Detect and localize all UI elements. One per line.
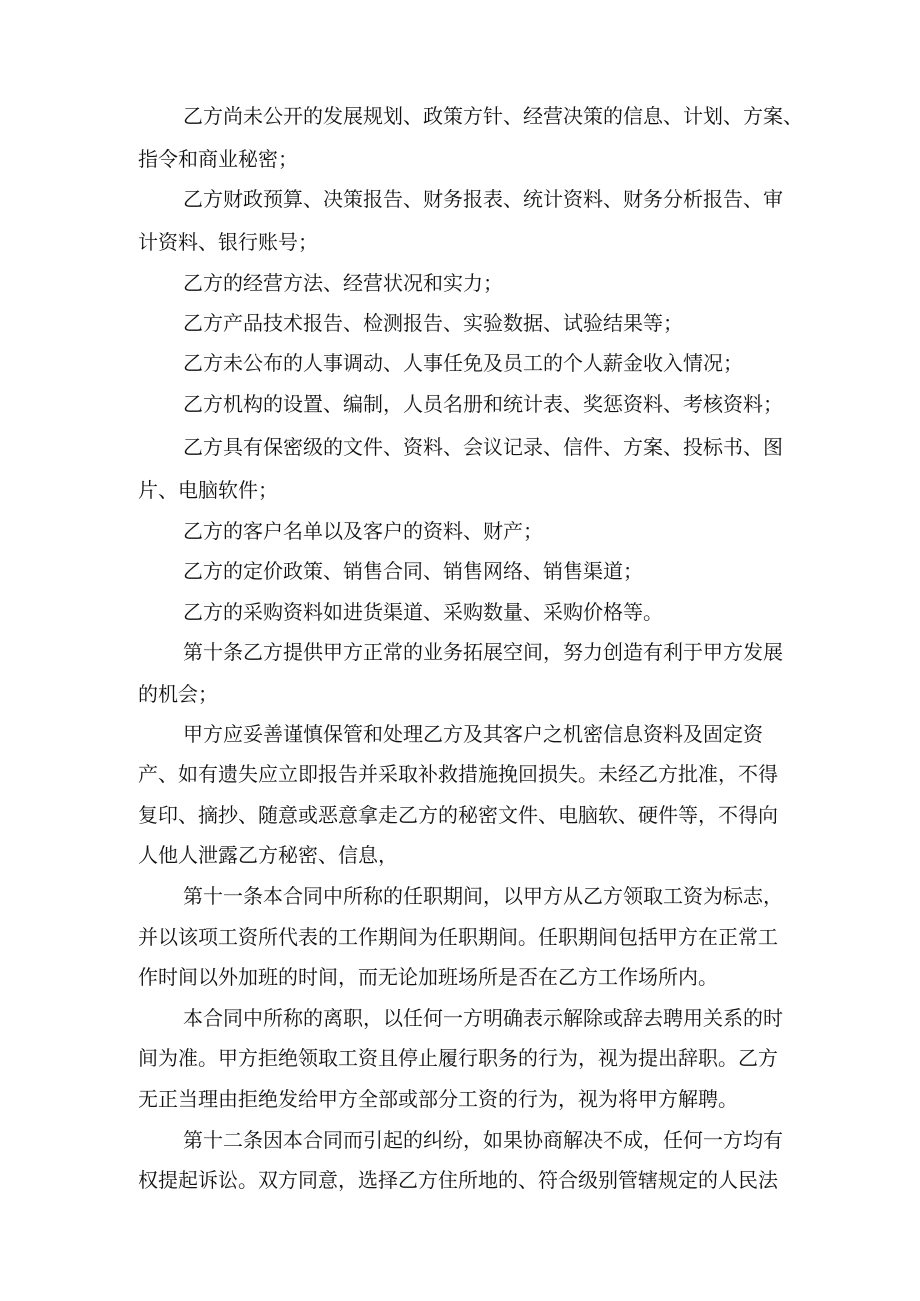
text-line: 的机会； [138, 682, 218, 706]
text-line: 无正当理由拒绝发给甲方全部或部分工资的行为，视为将甲方解聘。 [138, 1087, 738, 1111]
text-line: 人他人泄露乙方秘密、信息， [138, 843, 398, 867]
text-line: 间为准。甲方拒绝领取工资且停止履行职务的行为，视为提出辞职。乙方 [138, 1046, 778, 1070]
text-line: 计资料、银行账号； [138, 230, 318, 254]
text-line: 并以该项工资所代表的工作期间为任职期间。任职期间包括甲方在正常工 [138, 925, 778, 949]
text-line: 第十二条因本合同而引起的纠纷，如果协商解决不成，任何一方均有 [183, 1128, 783, 1152]
text-line: 第十一条本合同中所称的任职期间，以甲方从乙方领取工资为标志， [183, 884, 783, 908]
text-line: 产、如有遗失应立即报告并采取补救措施挽回损失。未经乙方批准，不得 [138, 762, 778, 786]
text-line: 乙方具有保密级的文件、资料、会议记录、信件、方案、投标书、图 [183, 435, 783, 459]
text-line: 乙方的采购资料如进货渠道、采购数量、采购价格等。 [183, 600, 663, 624]
text-line: 作时间以外加班的时间，而无论加班场所是否在乙方工作场所内。 [138, 965, 718, 989]
text-line: 本合同中所称的离职，以任何一方明确表示解除或辞去聘用关系的时 [183, 1006, 783, 1030]
text-line: 乙方机构的设置、编制，人员名册和统计表、奖惩资料、考核资料； [183, 392, 783, 416]
text-line: 第十条乙方提供甲方正常的业务拓展空间，努力创造有利于甲方发展 [183, 640, 783, 664]
text-line: 指令和商业秘密； [138, 147, 298, 171]
text-line: 乙方的经营方法、经营状况和实力； [183, 271, 503, 295]
text-line: 乙方未公布的人事调动、人事任免及员工的个人薪金收入情况； [183, 351, 743, 375]
text-line: 乙方尚未公开的发展规划、政策方针、经营决策的信息、计划、方案、 [183, 104, 803, 128]
text-line: 乙方产品技术报告、检测报告、实验数据、试验结果等； [183, 311, 683, 335]
text-line: 乙方的定价政策、销售合同、销售网络、销售渠道； [183, 559, 643, 583]
text-line: 权提起诉讼。双方同意，选择乙方住所地的、符合级别管辖规定的人民法 [138, 1168, 778, 1192]
text-line: 乙方财政预算、决策报告、财务报表、统计资料、财务分析报告、审 [183, 187, 783, 211]
text-line: 甲方应妥善谨慎保管和处理乙方及其客户之机密信息资料及固定资 [183, 722, 763, 746]
text-line: 片、电脑软件； [138, 478, 278, 502]
text-line: 乙方的客户名单以及客户的资料、财产； [183, 519, 543, 543]
text-line: 复印、摘抄、随意或恶意拿走乙方的秘密文件、电脑软、硬件等，不得向 [138, 803, 778, 827]
